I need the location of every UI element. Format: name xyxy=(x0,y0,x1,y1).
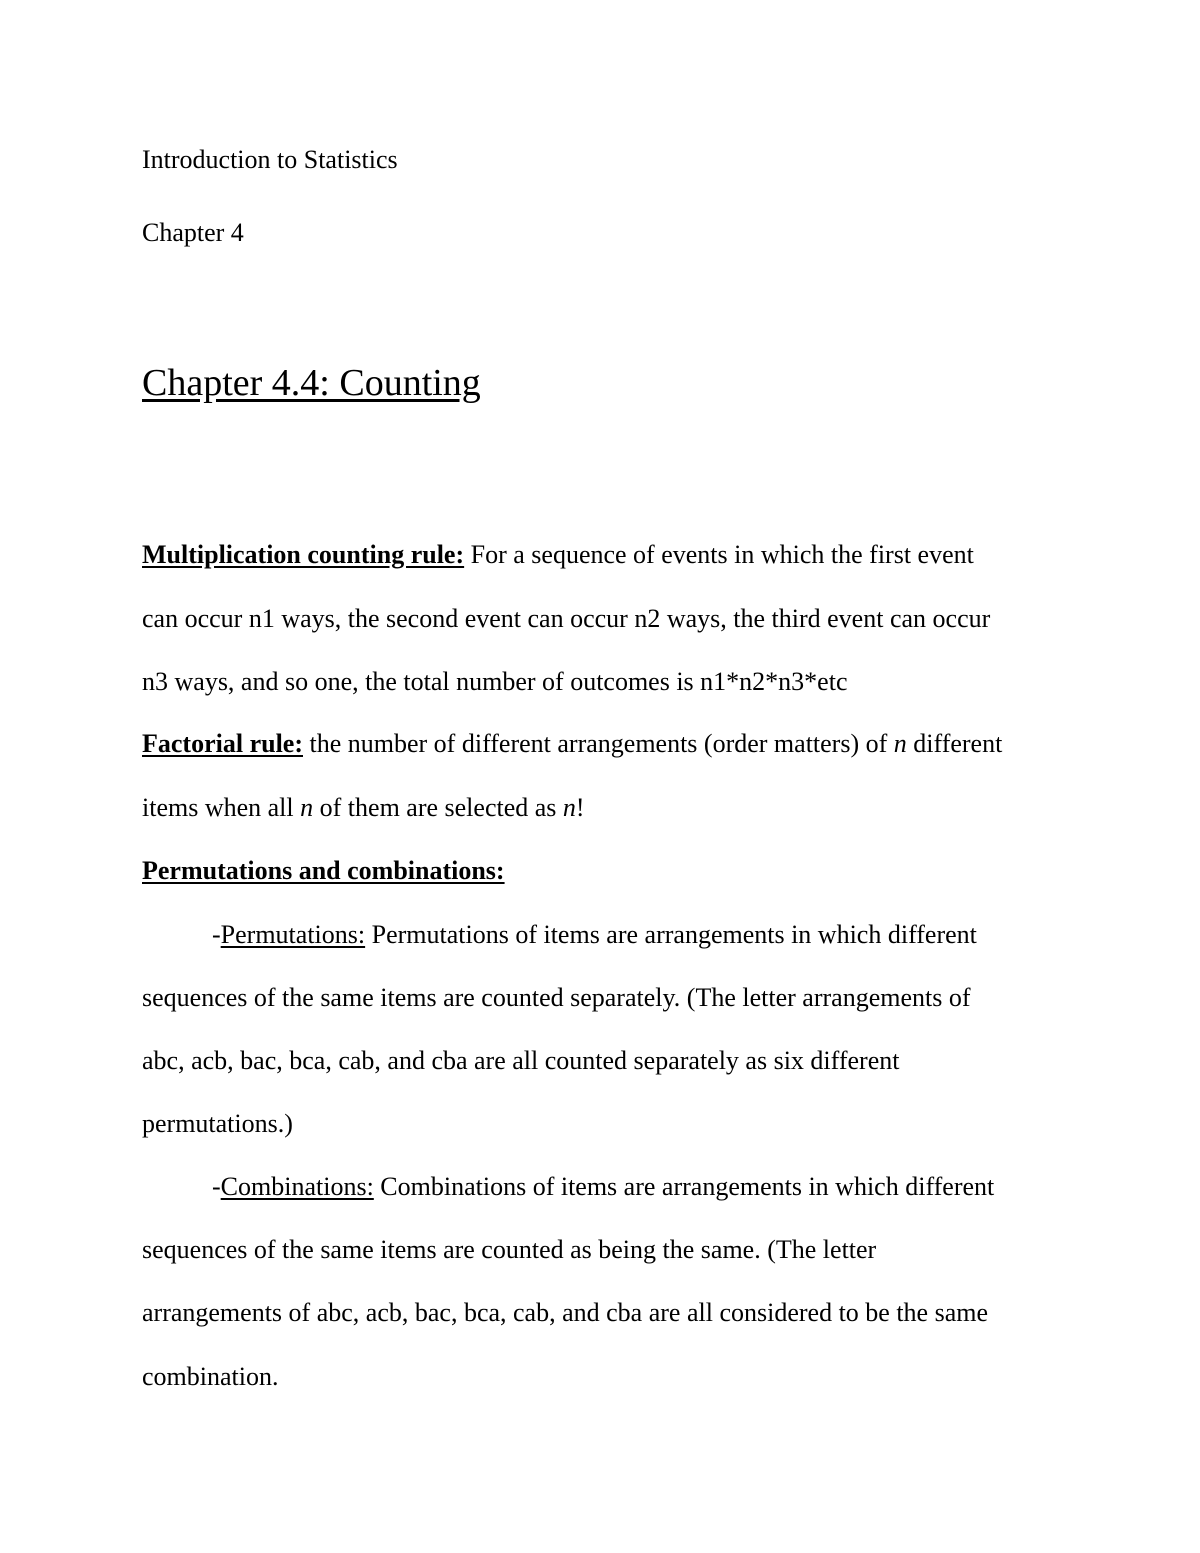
course-title: Introduction to Statistics xyxy=(142,145,398,174)
permutations-line-2: sequences of the same items are counted separately. (The letter arrangements of xyxy=(142,983,971,1012)
permutations-term: Permutations: xyxy=(220,920,366,949)
factorial-rule-line-2 xyxy=(142,792,585,824)
section-heading: Chapter 4.4: Counting xyxy=(142,362,481,404)
combinations-line-4: combination. xyxy=(142,1362,279,1391)
permutations-dash: - xyxy=(212,920,221,949)
multiplication-rule-term: Multiplication counting rule: xyxy=(142,540,465,569)
factorial-rule-term: Factorial rule: xyxy=(142,729,303,758)
n-symbol: n xyxy=(562,793,576,822)
perm-comb-heading: Permutations and combinations: xyxy=(142,856,505,885)
chapter-label: Chapter 4 xyxy=(142,218,244,247)
permutations-line-1 xyxy=(212,919,977,951)
factorial-rule-text-1a: the number of different arrangements (order matters) of xyxy=(303,729,894,758)
multiplication-rule-text-1: For a sequence of events in which the first event xyxy=(464,540,974,569)
factorial-rule-line-1 xyxy=(142,728,1002,760)
combinations-line-1 xyxy=(212,1171,994,1203)
n-symbol: n xyxy=(893,729,907,758)
factorial-rule-text-1b: different xyxy=(906,729,1003,758)
factorial-rule-text-2b: of them are selected as xyxy=(313,793,563,822)
multiplication-rule-line-3: n3 ways, and so one, the total number of outcomes is n1*n2*n3*etc xyxy=(142,667,848,696)
n-symbol: n xyxy=(300,793,314,822)
multiplication-rule-line-2: can occur n1 ways, the second event can occur n2 ways, the third event can occur xyxy=(142,604,991,633)
combinations-dash: - xyxy=(212,1172,221,1201)
factorial-rule-text-2c: ! xyxy=(575,793,585,822)
combinations-term: Combinations: xyxy=(220,1172,374,1201)
permutations-line-3: abc, acb, bac, bca, cab, and cba are all counted separately as six different xyxy=(142,1046,900,1075)
combinations-line-3: arrangements of abc, acb, bac, bca, cab, and cba are all considered to be the same xyxy=(142,1298,989,1327)
combinations-text-1: Combinations of items are arrangements in which different xyxy=(373,1172,995,1201)
permutations-text-1: Permutations of items are arrangements in which different xyxy=(365,920,977,949)
combinations-line-2: sequences of the same items are counted as being the same. (The letter xyxy=(142,1235,877,1264)
factorial-rule-text-2a: items when all xyxy=(142,793,301,822)
permutations-line-4: permutations.) xyxy=(142,1109,293,1138)
multiplication-rule-line-1 xyxy=(142,539,974,571)
